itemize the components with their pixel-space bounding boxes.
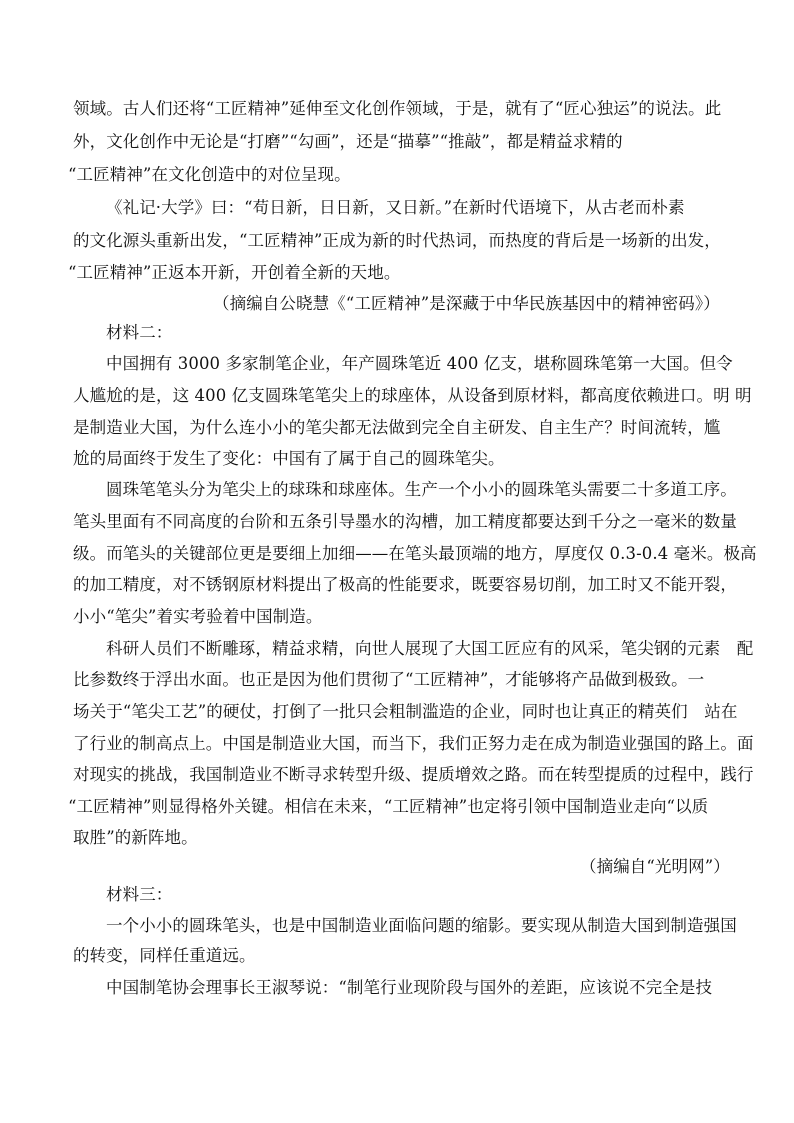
text-line: 的文化源头重新出发，“工匠精神”正成为新的时代热词，而热度的背后是一场新的出发， [73, 231, 721, 250]
text-line: “工匠精神”则显得格外关键。相信在未来，“工匠精神”也定将引领中国制造业走向“以质 [68, 797, 709, 816]
text-line: 场关于“笔尖工艺”的硬仗，打倒了一批只会粗制滥造的企业，同时也让真正的精英们 站在 [73, 702, 738, 721]
text-line: 比参数终于浮出水面。也正是因为他们贯彻了“工匠精神”，才能够将产品做到极致。一 [73, 670, 705, 689]
text-line: 的转变，同样任重道远。 [73, 946, 256, 965]
text-line: 小小“笔尖”着实考验着中国制造。 [73, 607, 323, 626]
text-line: 领域。古人们还将“工匠精神”延伸至文化创作领域，于是，就有了“匠心独运”的说法。此 [73, 99, 722, 118]
text-line: 尬的局面终于发生了变化：中国有了属于自己的圆珠笔尖。 [73, 449, 505, 468]
text-line: 了行业的制高点上。中国是制造业大国，而当下，我们正努力走在成为制造业强国的路上。面 [73, 734, 754, 753]
text-line: 一个小小的圆珠笔头，也是中国制造业面临问题的缩影。要实现从制造大国到制造强国 [106, 916, 737, 935]
text-line: 的加工精度，对不锈钢原材料提出了极高的性能要求，既要容易切削，加工时又不能开裂， [73, 575, 737, 594]
text-line: 人尴尬的是，这 400 亿支圆珠笔笔尖上的球座体，从设备到原材料，都高度依赖进口。明 明 [73, 386, 752, 405]
text-line: 是制造业大国，为什么连小小的笔尖都无法做到完全自主研发、自主生产？时间流转，尴 [73, 418, 721, 437]
text-line: 科研人员们不断雕琢，精益求精，向世人展现了大国工匠应有的风采，笔尖钢的元素 配 [106, 639, 754, 658]
text-line: 笔头里面有不同高度的台阶和五条引导墨水的沟槽，加工精度都要达到千分之一毫米的数量 [73, 512, 737, 531]
text-line: 取胜”的新阵地。 [73, 828, 198, 847]
text-line: 对现实的挑战，我国制造业不断寻求转型升级、提质增效之路。而在转型提质的过程中，践行 [73, 765, 754, 784]
source-citation: （摘编自公晓慧《“工匠精神”是深藏于中华民族基因中的精神密码》） [213, 294, 720, 313]
section-heading: 材料二： [106, 323, 173, 342]
text-line: 圆珠笔笔头分为笔尖上的球珠和球座体。生产一个小小的圆珠笔头需要二十多道工序。 [106, 480, 737, 499]
section-heading: 材料三： [106, 885, 173, 904]
text-line: 中国制笔协会理事长王淑琴说：“制笔行业现阶段与国外的差距，应该说不完全是技 [106, 978, 713, 997]
text-line: 级。而笔头的关键部位更是要细上加细——在笔头最顶端的地方，厚度仅 0.3-0.4 毫米。极高 [73, 544, 757, 563]
text-line: “工匠精神”在文化创造中的对位呈现。 [68, 165, 351, 184]
source-citation: （摘编自“光明网”） [580, 857, 730, 876]
text-line: “工匠精神”正返本开新，开创着全新的天地。 [68, 263, 401, 282]
text-line: 外，文化创作中无论是“打磨”“勾画”，还是“描摹”“推敲”，都是精益求精的 [73, 132, 623, 151]
text-line: 中国拥有 3000 多家制笔企业，年产圆珠笔近 400 亿支，堪称圆珠笔第一大国。但令 [106, 354, 733, 373]
text-line: 《礼记·大学》曰：“苟日新，日日新，又日新。”在新时代语境下，从古老而朴素 [106, 198, 685, 217]
